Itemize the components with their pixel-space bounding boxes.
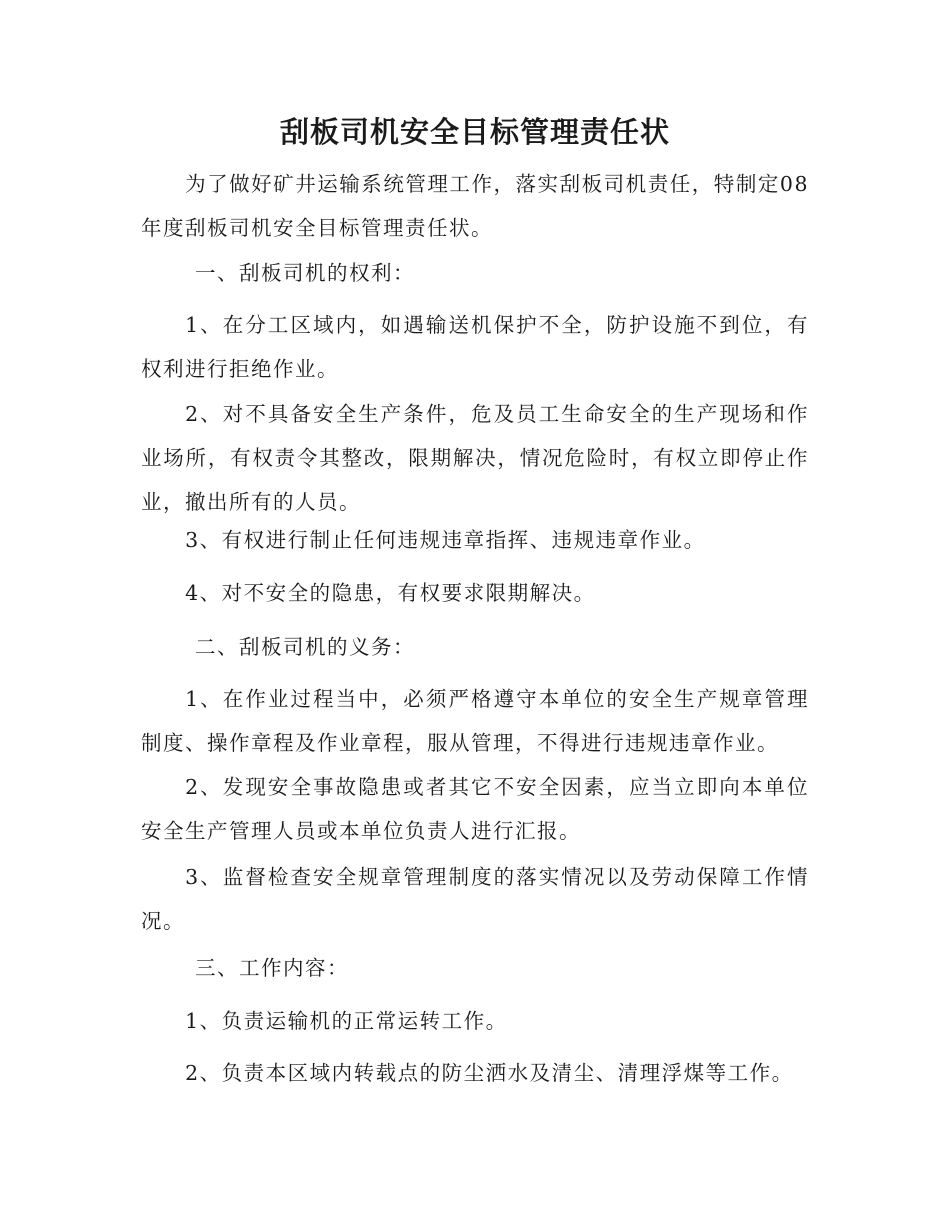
rights-item-3: 3、有权进行制止任何违规违章指挥、违规违章作业。 <box>185 528 706 552</box>
rights-item-2: 2、对不具备安全生产条件，危及员工生命安全的生产现场和作业场所，有权责令其整改，限期解决，情况危险时，有权立即停止作业，撤出所有的人员。 <box>141 402 809 514</box>
duties-item-1: 1、在作业过程当中，必须严格遵守本单位的安全生产规章管理制度、操作章程及作业章程，服从管理，不得进行违规违章作业。 <box>141 687 809 755</box>
work-item-2: 2、负责本区域内转载点的防尘洒水及清尘、清理浮煤等工作。 <box>185 1061 794 1085</box>
section-heading-duties: 二、刮板司机的义务： <box>195 635 415 659</box>
section-heading-rights: 一、刮板司机的权利： <box>195 261 415 285</box>
rights-item-4: 4、对不安全的隐患，有权要求限期解决。 <box>185 581 596 605</box>
duties-item-2: 2、发现安全事故隐患或者其它不安全因素，应当立即向本单位安全生产管理人员或本单位负责人进行汇报。 <box>141 775 809 843</box>
duties-item-3: 3、监督检查安全规章管理制度的落实情况以及劳动保障工作情况。 <box>141 865 809 933</box>
work-item-1: 1、负责运输机的正常运转工作。 <box>185 1009 508 1033</box>
intro-paragraph: 为了做好矿井运输系统管理工作，落实刮板司机责任，特制定08年度刮板司机安全目标管理责任状。 <box>141 172 809 240</box>
rights-item-1: 1、在分工区域内，如遇输送机保护不全，防护设施不到位，有权利进行拒绝作业。 <box>141 313 809 381</box>
section-heading-work: 三、工作内容： <box>195 956 349 980</box>
document-title: 刮板司机安全目标管理责任状 <box>279 115 670 149</box>
